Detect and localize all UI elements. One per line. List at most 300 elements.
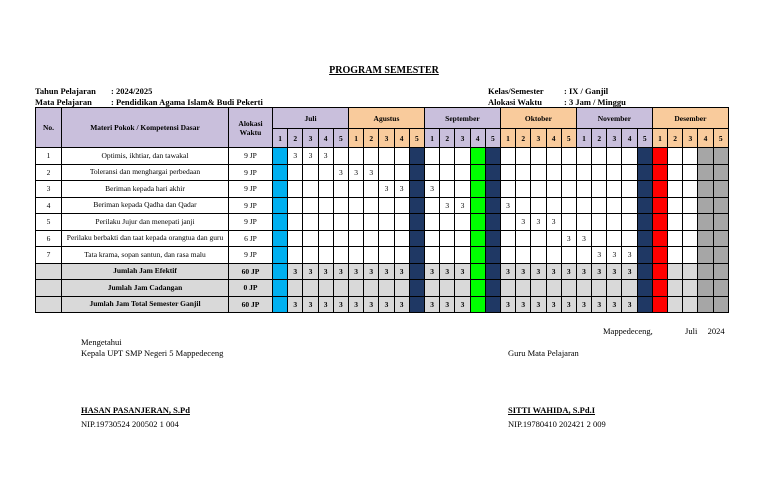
week-cell: [485, 214, 500, 231]
summary-alokasi: 60 JP: [229, 296, 273, 313]
week-header: 4: [318, 129, 333, 148]
week-cell: [409, 247, 424, 264]
week-cell: [288, 280, 303, 297]
week-cell: 3: [500, 296, 515, 313]
week-cell: [592, 230, 607, 247]
week-cell: [409, 148, 424, 165]
week-cell: [652, 148, 667, 165]
week-header: 2: [592, 129, 607, 148]
week-cell: [683, 164, 698, 181]
guru-title: Guru Mata Pelajaran: [508, 348, 579, 358]
week-cell: [394, 247, 409, 264]
week-cell: [333, 214, 348, 231]
week-cell: [318, 214, 333, 231]
week-cell: 3: [622, 247, 637, 264]
week-cell: [470, 263, 485, 280]
week-cell: [273, 148, 288, 165]
week-cell: 3: [440, 296, 455, 313]
week-cell: [683, 280, 698, 297]
week-cell: [607, 214, 622, 231]
week-cell: [576, 247, 591, 264]
week-cell: [318, 197, 333, 214]
row-alokasi: 9 JP: [229, 181, 273, 198]
week-cell: [409, 230, 424, 247]
week-cell: 3: [576, 296, 591, 313]
week-cell: [288, 214, 303, 231]
week-cell: [516, 247, 531, 264]
row-alokasi: 9 JP: [229, 164, 273, 181]
week-cell: [470, 230, 485, 247]
kepala-nip: NIP.19730524 200502 1 004: [81, 419, 179, 429]
week-cell: 3: [455, 263, 470, 280]
month-header-agustus: Agustus: [348, 108, 424, 129]
week-cell: [348, 280, 363, 297]
week-cell: [668, 214, 683, 231]
week-cell: 3: [364, 164, 379, 181]
week-cell: 3: [546, 296, 561, 313]
week-cell: 3: [379, 181, 394, 198]
week-cell: [531, 247, 546, 264]
week-cell: [470, 164, 485, 181]
week-cell: [500, 181, 515, 198]
summary-label: Jumlah Jam Total Semester Ganjil: [62, 296, 229, 313]
week-cell: [607, 230, 622, 247]
week-cell: 3: [348, 296, 363, 313]
week-cell: [455, 230, 470, 247]
week-header: 5: [409, 129, 424, 148]
week-cell: [516, 148, 531, 165]
meta-left: [35, 86, 263, 108]
week-cell: [546, 197, 561, 214]
week-cell: [698, 181, 713, 198]
week-cell: 3: [607, 263, 622, 280]
week-cell: [576, 280, 591, 297]
week-cell: [273, 230, 288, 247]
week-cell: [713, 280, 728, 297]
week-cell: [637, 230, 652, 247]
week-header: 1: [652, 129, 667, 148]
week-cell: [713, 230, 728, 247]
summary-blank: [36, 296, 62, 313]
week-cell: [531, 197, 546, 214]
week-cell: [516, 280, 531, 297]
week-cell: [607, 164, 622, 181]
week-cell: [683, 148, 698, 165]
week-cell: [394, 148, 409, 165]
week-header: 5: [561, 129, 576, 148]
week-cell: [485, 148, 500, 165]
week-cell: [500, 214, 515, 231]
week-cell: [713, 214, 728, 231]
week-cell: [546, 230, 561, 247]
week-cell: [485, 280, 500, 297]
week-cell: 3: [576, 230, 591, 247]
mapel-value: : Pendidikan Agama Islam& Budi Pekerti: [111, 97, 263, 107]
row-alokasi: 9 JP: [229, 214, 273, 231]
week-cell: [592, 164, 607, 181]
week-cell: [364, 214, 379, 231]
week-cell: [364, 247, 379, 264]
sign-year: 2024: [707, 326, 725, 336]
week-cell: 3: [592, 263, 607, 280]
week-cell: [637, 164, 652, 181]
week-cell: 3: [394, 296, 409, 313]
week-cell: [592, 181, 607, 198]
week-cell: [455, 181, 470, 198]
week-cell: [394, 214, 409, 231]
week-cell: 3: [546, 214, 561, 231]
week-cell: 3: [561, 263, 576, 280]
tahun-label: Tahun Pelajaran: [35, 86, 96, 96]
summary-row: [36, 263, 729, 280]
row-alokasi: 9 JP: [229, 247, 273, 264]
week-cell: 3: [576, 263, 591, 280]
month-header-november: November: [576, 108, 652, 129]
week-cell: [668, 197, 683, 214]
week-header: 2: [668, 129, 683, 148]
week-cell: 3: [424, 181, 439, 198]
week-cell: [333, 280, 348, 297]
week-cell: [500, 148, 515, 165]
week-cell: 3: [424, 263, 439, 280]
week-cell: [668, 164, 683, 181]
week-cell: [455, 214, 470, 231]
week-cell: [440, 148, 455, 165]
week-cell: 3: [379, 296, 394, 313]
week-cell: [652, 247, 667, 264]
week-cell: [303, 181, 318, 198]
week-header: 4: [622, 129, 637, 148]
week-cell: [424, 197, 439, 214]
kepala-name: HASAN PASANJERAN, S.Pd: [81, 405, 190, 415]
week-cell: [379, 280, 394, 297]
week-cell: [561, 280, 576, 297]
week-header: 2: [516, 129, 531, 148]
week-cell: [364, 230, 379, 247]
week-header: 2: [288, 129, 303, 148]
week-cell: [531, 230, 546, 247]
week-cell: [683, 197, 698, 214]
week-cell: [500, 247, 515, 264]
row-materi: Perilaku berbakti dan taat kepada orangtua dan guru: [62, 230, 229, 247]
row-materi: Toleransi dan menghargai perbedaan: [62, 164, 229, 181]
summary-row: [36, 280, 729, 297]
row-materi: Perilaku Jujur dan menepati janji: [62, 214, 229, 231]
row-no: 3: [36, 181, 62, 198]
kepala-title: Kepala UPT SMP Negeri 5 Mappedeceng: [81, 348, 224, 358]
week-cell: [531, 164, 546, 181]
week-cell: 3: [379, 263, 394, 280]
week-cell: [698, 280, 713, 297]
week-cell: [485, 164, 500, 181]
week-cell: [713, 296, 728, 313]
week-cell: 3: [546, 263, 561, 280]
summary-blank: [36, 280, 62, 297]
week-header: 1: [273, 129, 288, 148]
week-cell: 3: [561, 230, 576, 247]
week-cell: [364, 197, 379, 214]
week-cell: [409, 280, 424, 297]
kelas-label: Kelas/Semester: [488, 86, 544, 96]
week-cell: [607, 280, 622, 297]
week-cell: [485, 263, 500, 280]
row-materi: Optimis, ikhtiar, dan tawakal: [62, 148, 229, 165]
week-header: 4: [470, 129, 485, 148]
week-cell: 3: [531, 263, 546, 280]
week-cell: [516, 197, 531, 214]
week-cell: [561, 148, 576, 165]
week-cell: [409, 263, 424, 280]
week-cell: 3: [607, 296, 622, 313]
week-cell: [652, 214, 667, 231]
row-materi: Beriman kepada hari akhir: [62, 181, 229, 198]
week-cell: [424, 214, 439, 231]
week-cell: 3: [333, 164, 348, 181]
week-cell: 3: [561, 296, 576, 313]
summary-blank: [36, 263, 62, 280]
week-cell: [683, 230, 698, 247]
week-cell: 3: [592, 247, 607, 264]
week-cell: [394, 197, 409, 214]
week-cell: [379, 164, 394, 181]
week-cell: [576, 181, 591, 198]
week-cell: [318, 247, 333, 264]
week-cell: 3: [364, 296, 379, 313]
tahun-value: : 2024/2025: [111, 86, 153, 96]
week-cell: [652, 197, 667, 214]
week-cell: [531, 280, 546, 297]
week-cell: [698, 214, 713, 231]
week-cell: 3: [440, 197, 455, 214]
week-header: 2: [364, 129, 379, 148]
week-cell: [622, 280, 637, 297]
week-cell: [485, 197, 500, 214]
week-cell: [455, 164, 470, 181]
week-cell: [303, 280, 318, 297]
week-cell: [698, 263, 713, 280]
week-cell: 3: [607, 247, 622, 264]
week-cell: 3: [318, 263, 333, 280]
week-cell: [592, 197, 607, 214]
week-header: 1: [424, 129, 439, 148]
col-no-header: No.: [36, 108, 62, 148]
week-cell: [273, 263, 288, 280]
week-cell: [637, 148, 652, 165]
week-cell: [288, 197, 303, 214]
week-cell: [470, 247, 485, 264]
week-cell: [303, 230, 318, 247]
week-header: 4: [546, 129, 561, 148]
week-cell: [561, 181, 576, 198]
week-cell: [348, 214, 363, 231]
row-alokasi: 9 JP: [229, 148, 273, 165]
week-cell: [409, 214, 424, 231]
week-cell: [713, 181, 728, 198]
week-cell: 3: [622, 296, 637, 313]
week-cell: [546, 247, 561, 264]
week-cell: [333, 197, 348, 214]
week-cell: [485, 230, 500, 247]
week-cell: [652, 230, 667, 247]
week-cell: [348, 230, 363, 247]
meta-right: [488, 86, 626, 108]
week-cell: 3: [394, 181, 409, 198]
week-cell: [622, 164, 637, 181]
week-cell: [333, 148, 348, 165]
row-alokasi: 6 JP: [229, 230, 273, 247]
week-cell: [318, 181, 333, 198]
week-header: 3: [379, 129, 394, 148]
week-cell: 3: [622, 263, 637, 280]
week-cell: [516, 181, 531, 198]
week-cell: [713, 263, 728, 280]
week-cell: [379, 230, 394, 247]
week-cell: [698, 247, 713, 264]
week-cell: [440, 181, 455, 198]
week-cell: [622, 148, 637, 165]
week-cell: [576, 197, 591, 214]
week-cell: [713, 164, 728, 181]
week-cell: [592, 148, 607, 165]
week-cell: [273, 197, 288, 214]
table-row: [36, 197, 729, 214]
sign-month: Juli: [685, 326, 698, 336]
week-cell: [348, 181, 363, 198]
week-cell: 3: [500, 197, 515, 214]
week-cell: [592, 214, 607, 231]
week-header: 5: [637, 129, 652, 148]
week-cell: [668, 181, 683, 198]
week-header: 3: [303, 129, 318, 148]
week-cell: [561, 164, 576, 181]
table-row: [36, 164, 729, 181]
week-cell: [683, 296, 698, 313]
week-cell: [607, 181, 622, 198]
week-cell: [516, 164, 531, 181]
week-cell: 3: [531, 214, 546, 231]
week-cell: [303, 214, 318, 231]
week-cell: [455, 280, 470, 297]
week-cell: [470, 280, 485, 297]
week-header: 3: [607, 129, 622, 148]
week-cell: [470, 296, 485, 313]
week-cell: [637, 181, 652, 198]
week-cell: [637, 280, 652, 297]
week-cell: [318, 164, 333, 181]
week-cell: [546, 181, 561, 198]
week-cell: [273, 164, 288, 181]
week-cell: [683, 247, 698, 264]
row-no: 2: [36, 164, 62, 181]
week-cell: [273, 296, 288, 313]
kelas-value: : IX / Ganjil: [564, 86, 609, 96]
week-cell: [546, 164, 561, 181]
week-cell: [424, 247, 439, 264]
place-date-text: Mappedeceng,: [603, 326, 653, 336]
week-cell: [576, 148, 591, 165]
week-cell: 3: [531, 296, 546, 313]
week-header: 5: [333, 129, 348, 148]
week-cell: [273, 214, 288, 231]
week-cell: [318, 280, 333, 297]
week-cell: 3: [348, 263, 363, 280]
row-alokasi: 9 JP: [229, 197, 273, 214]
week-cell: [652, 296, 667, 313]
week-cell: [668, 230, 683, 247]
row-materi: Beriman kepada Qadha dan Qadar: [62, 197, 229, 214]
week-cell: [273, 181, 288, 198]
table-row: [36, 181, 729, 198]
table-row: [36, 247, 729, 264]
week-cell: [561, 247, 576, 264]
summary-label: Jumlah Jam Cadangan: [62, 280, 229, 297]
table-row: [36, 148, 729, 165]
week-cell: [470, 181, 485, 198]
place-date: [603, 326, 725, 337]
summary-alokasi: 60 JP: [229, 263, 273, 280]
week-cell: [455, 148, 470, 165]
week-cell: [561, 197, 576, 214]
row-no: 1: [36, 148, 62, 165]
week-cell: [652, 181, 667, 198]
week-cell: 3: [516, 263, 531, 280]
week-cell: [485, 247, 500, 264]
week-cell: [622, 181, 637, 198]
week-cell: 3: [455, 296, 470, 313]
week-cell: 3: [333, 263, 348, 280]
week-cell: [303, 247, 318, 264]
table-row: [36, 230, 729, 247]
mengetahui-text: Mengetahui: [81, 337, 122, 347]
week-cell: [440, 214, 455, 231]
summary-alokasi: 0 JP: [229, 280, 273, 297]
week-cell: 3: [303, 296, 318, 313]
alokasi-label: Alokasi Waktu: [488, 97, 542, 107]
week-cell: [273, 280, 288, 297]
week-cell: [394, 280, 409, 297]
week-cell: 3: [592, 296, 607, 313]
week-cell: [698, 230, 713, 247]
month-header-september: September: [424, 108, 500, 129]
week-cell: [470, 197, 485, 214]
week-cell: [698, 197, 713, 214]
week-header: 1: [348, 129, 363, 148]
week-cell: [409, 181, 424, 198]
week-cell: [303, 197, 318, 214]
week-cell: [637, 263, 652, 280]
table-row: [36, 214, 729, 231]
week-cell: [455, 247, 470, 264]
week-cell: [683, 263, 698, 280]
week-cell: [500, 280, 515, 297]
week-cell: [531, 181, 546, 198]
week-cell: [652, 164, 667, 181]
week-cell: [364, 280, 379, 297]
week-cell: [637, 247, 652, 264]
week-cell: [607, 197, 622, 214]
row-no: 6: [36, 230, 62, 247]
week-cell: [288, 181, 303, 198]
week-cell: [713, 148, 728, 165]
week-cell: 3: [303, 263, 318, 280]
week-header: 5: [713, 129, 728, 148]
week-cell: [516, 230, 531, 247]
week-cell: [333, 247, 348, 264]
week-cell: [364, 148, 379, 165]
col-materi-header: Materi Pokok / Kompetensi Dasar: [62, 108, 229, 148]
week-cell: [379, 148, 394, 165]
week-cell: [546, 148, 561, 165]
